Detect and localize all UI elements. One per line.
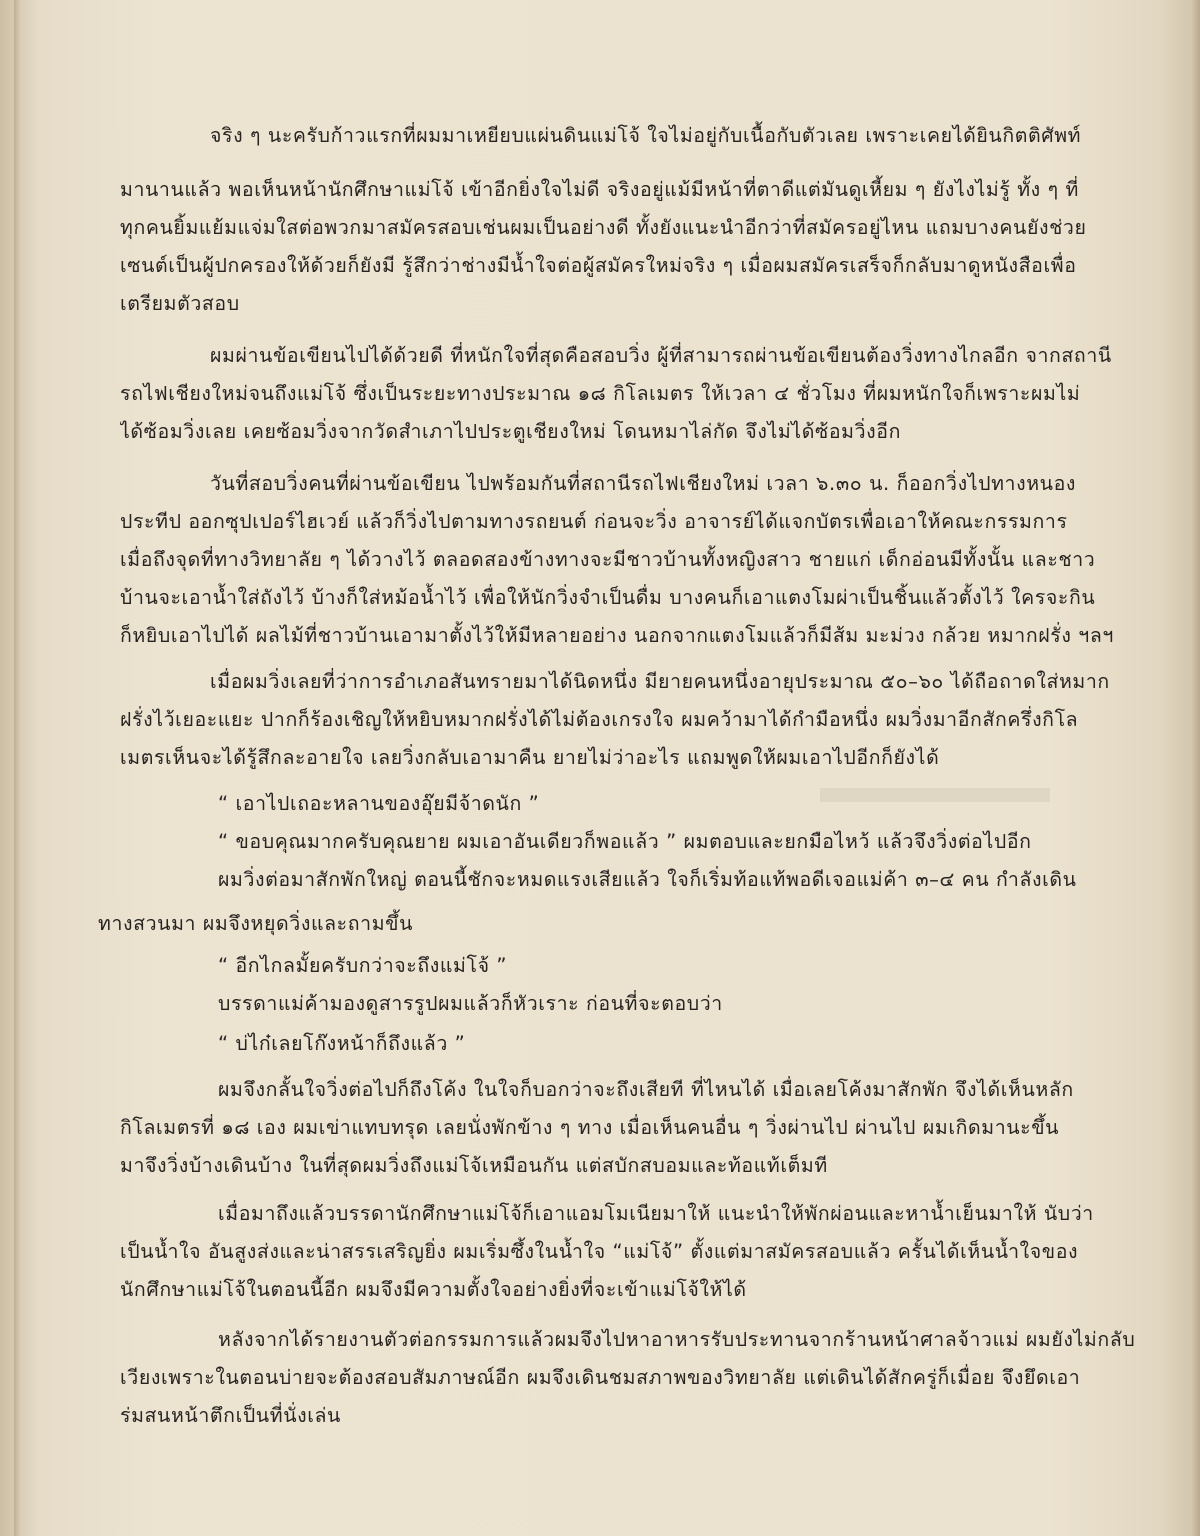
text-line: บรรดาแม่ค้ามองดูสารรูปผมแล้วก็หัวเราะ ก่อนที่จะตอบว่า	[218, 992, 723, 1015]
text-line: เวียงเพราะในตอนบ่ายจะต้องสอบสัมภาษณ์อีก ผมจึงเดินชมสภาพของวิทยาลัย แต่เดินได้สักครู่ก็เมื่อย จึงยึดเอา	[120, 1366, 1081, 1389]
text-line: “ อีกไกลมั้ยครับกว่าจะถึงแม่โจ้ ”	[218, 954, 508, 977]
text-line: ร่มสนหน้าตึกเป็นที่นั่งเล่น	[120, 1404, 341, 1427]
text-line: ผมผ่านข้อเขียนไปได้ด้วยดี ที่หนักใจที่สุดคือสอบวิ่ง ผู้ที่สามารถผ่านข้อเขียนต้องวิ่งทางไกลอีก จากสถานี	[210, 344, 1112, 367]
text-line: วันที่สอบวิ่งคนที่ผ่านข้อเขียน ไปพร้อมกันที่สถานีรถไฟเชียงใหม่ เวลา ๖.๓๐ น. ก็ออกวิ่งไปทางหนอง	[210, 472, 1077, 495]
text-line: กิโลเมตรที่ ๑๘ เอง ผมเข่าแทบทรุด เลยนั่งพักข้าง ๆ ทาง เมื่อเห็นคนอื่น ๆ วิ่งผ่านไป ผ่านไป ผมเกิดมานะขึ้น	[120, 1116, 1060, 1139]
text-line: เป็นน้ำใจ อันสูงส่งและน่าสรรเสริญยิ่ง ผมเริ่มซึ้งในน้ำใจ “แม่โจ้” ตั้งแต่มาสมัครสอบแล้ว ครั้นได้เห็นน้ำใจของ	[120, 1240, 1079, 1263]
text-line: เมื่อมาถึงแล้วบรรดานักศึกษาแม่โจ้ก็เอาแอมโมเนียมาให้ แนะนำให้พักผ่อนและหาน้ำเย็นมาให้ นับว่า	[218, 1202, 1094, 1225]
text-line: รถไฟเชียงใหม่จนถึงแม่โจ้ ซึ่งเป็นระยะทางประมาณ ๑๘ กิโลเมตร ให้เวลา ๔ ชั่วโมง ที่ผมหนักใจก็เพราะผมไม่	[120, 382, 1081, 405]
text-line: ได้ซ้อมวิ่งเลย เคยซ้อมวิ่งจากวัดสำเภาไปประตูเชียงใหม่ โดนหมาไล่กัด จึงไม่ได้ซ้อมวิ่งอีก	[120, 420, 901, 443]
text-line: ก็หยิบเอาไปได้ ผลไม้ที่ชาวบ้านเอามาตั้งไว้ให้มีหลายอย่าง นอกจากแตงโมแล้วก็มีส้ม มะม่วง กล้วย หมากฝรั่ง ฯลฯ	[120, 624, 1114, 647]
text-line: “ บ่ไก๋เลยโก๊งหน้าก็ถึงแล้ว ”	[218, 1032, 466, 1055]
text-line: เมื่อผมวิ่งเลยที่ว่าการอำเภอสันทรายมาได้นิดหนึ่ง มียายคนหนึ่งอายุประมาณ ๕๐–๖๐ ได้ถือถาดใส่หมาก	[210, 670, 1110, 693]
text-line: ทางสวนมา ผมจึงหยุดวิ่งและถามขึ้น	[98, 912, 414, 935]
text-line: นักศึกษาแม่โจ้ในตอนนี้อีก ผมจึงมีความตั้งใจอย่างยิ่งที่จะเข้าแม่โจ้ให้ได้	[120, 1278, 747, 1301]
text-line: ฝรั่งไว้เยอะแยะ ปากก็ร้องเชิญให้หยิบหมากฝรั่งได้ไม่ต้องเกรงใจ ผมคว้ามาได้กำมือหนึ่ง ผมวิ่งมาอีกสักครึ่งกิโล	[120, 708, 1079, 731]
text-line: เซนต์เป็นผู้ปกครองให้ด้วยก็ยังมี รู้สึกว่าช่างมีน้ำใจต่อผู้สมัครใหม่จริง ๆ เมื่อผมสมัครเสร็จก็กลับมาดูหนังสือเพื่อ	[120, 254, 1077, 277]
text-line: “ เอาไปเถอะหลานของอุ๊ยมีจ้าดนัก ”	[218, 792, 540, 815]
page-right-edge	[1190, 0, 1200, 1536]
text-line: ผมจึงกลั้นใจวิ่งต่อไปก็ถึงโค้ง ในใจก็บอกว่าจะถึงเสียที ที่ไหนได้ เมื่อเลยโค้งมาสักพัก จึงได้เห็นหลัก	[218, 1078, 1074, 1101]
text-line: บ้านจะเอาน้ำใส่ถังไว้ บ้างก็ใส่หม้อน้ำไว้ เพื่อให้นักวิ่งจำเป็นดื่ม บางคนก็เอาแตงโมผ่าเป็นชิ้นแล้วตั้งไว้ ใครจะกิน	[120, 586, 1096, 609]
show-through-mark	[820, 788, 1050, 802]
text-line: มาจึงวิ่งบ้างเดินบ้าง ในที่สุดผมวิ่งถึงแม่โจ้เหมือนกัน แต่สบักสบอมและท้อแท้เต็มที	[120, 1154, 828, 1177]
text-line: หลังจากได้รายงานตัวต่อกรรมการแล้วผมจึงไปหาอาหารรับประทานจากร้านหน้าศาลจ้าวแม่ ผมยังไม่กลับ	[218, 1328, 1136, 1351]
text-line: ทุกคนยิ้มแย้มแจ่มใสต่อพวกมาสมัครสอบเช่นผมเป็นอย่างดี ทั้งยังแนะนำอีกว่าที่สมัครอยู่ไหน แถมบางคนยังช่วย	[120, 216, 1087, 239]
text-line: เมื่อถึงจุดที่ทางวิทยาลัย ๆ ได้วางไว้ ตลอดสองข้างทางจะมีชาวบ้านทั้งหญิงสาว ชายแก่ เด็กอ่อนมีทั้งนั้น และชาว	[120, 548, 1096, 571]
text-line: เมตรเห็นจะได้รู้สึกละอายใจ เลยวิ่งกลับเอามาคืน ยายไม่ว่าอะไร แถมพูดให้ผมเอาไปอีกก็ยังได้	[120, 746, 940, 769]
text-line: ประทีป ออกซุปเปอร์ไฮเวย์ แล้วก็วิ่งไปตามทางรถยนต์ ก่อนจะวิ่ง อาจารย์ได้แจกบัตรเพื่อเอาให้คณะกรรมการ	[120, 510, 1068, 533]
text-line: “ ขอบคุณมากครับคุณยาย ผมเอาอันเดียวก็พอแล้ว ” ผมตอบและยกมือไหว้ แล้วจึงวิ่งต่อไปอีก	[218, 830, 1032, 853]
page-binding-edge	[14, 0, 20, 1536]
text-line: มานานแล้ว พอเห็นหน้านักศึกษาแม่โจ้ เข้าอีกยิ่งใจไม่ดี จริงอยู่แม้มีหน้าที่ตาดีแต่มันดูเหี้ยม ๆ ยังไงไม่รู้ ทั้ง ๆ ที่	[120, 178, 1079, 201]
text-line: ผมวิ่งต่อมาสักพักใหญ่ ตอนนี้ชักจะหมดแรงเสียแล้ว ใจก็เริ่มท้อแท้พอดีเจอแม่ค้า ๓–๔ คน กำลังเดิน	[218, 868, 1077, 891]
text-line: จริง ๆ นะครับก้าวแรกที่ผมมาเหยียบแผ่นดินแม่โจ้ ใจไม่อยู่กับเนื้อกับตัวเลย เพราะเคยได้ยินกิตติศัพท์	[210, 124, 1082, 147]
text-line: เตรียมตัวสอบ	[120, 292, 240, 315]
